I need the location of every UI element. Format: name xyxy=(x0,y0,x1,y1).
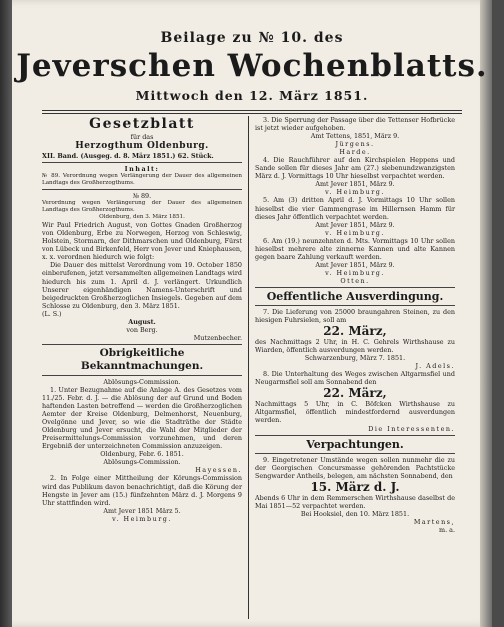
law-title: Verordnung wegen Verlängerung der Dauer des allgemeinen Landtags des Großherzogthums. xyxy=(42,200,242,214)
notice-4-signature: v. Heimburg. xyxy=(325,188,385,197)
divider xyxy=(42,375,242,376)
ablosung-notice: 1. Unter Bezugnahme auf die Anlage A. des Gesetzes vom 11./25. Febr. d. J. — die Ablösung der auf Grund und Boden haftenden Lasten betreffend — werden die Großherzoglichen Aemter der Kreise Oldenburg, Delmenhorst, Neuenburg, Ovelgönne und Jever, so wie die Stadträthe der Städte Oldenburg und Jever ersucht, die Wahl der Mitglieder der Preisermittelungs-Commission vorzunehmen, und deren Ergebniß der unterzeichneten Commission anzuzeigen. xyxy=(42,385,242,451)
notice-7-auction-date: 22. März, xyxy=(323,324,387,339)
decree-body: Die Dauer des mittelst Verordnung vom 19. October 1850 einberufenen, jetzt versammelten allgemeinen Landtags wird hiedurch bis zum 1. April d. J. verlängert. Urkundlich Unserer eigenhändigen Namens-Unterschrift und beigedruckten Großherzoglichen Insiegels. Gegeben auf dem Schlosse zu Oldenburg, den 3. März 1851. xyxy=(42,261,242,310)
signature-mutzenbecher: Mutzenbecher. xyxy=(193,333,242,342)
korung-notice: 2. In Folge einer Mittheilung der Körungs-Commission wird das Publikum davon benachrichtigt, daß die Körung der Hengste in Jever am (15.) fünfzehnten März d. J. Morgens 9 Uhr stattfinden wird. xyxy=(42,474,242,507)
divider xyxy=(255,453,455,454)
korung-date: Amt Jever 1851 März 5. xyxy=(103,506,181,515)
law-date: Oldenburg, den 3. März 1851. xyxy=(99,214,185,221)
supplement-heading: Beilage zu № 10. des xyxy=(160,30,344,46)
newspaper-page xyxy=(12,0,492,627)
signature-harde: Harde. xyxy=(339,148,371,157)
divider xyxy=(42,162,242,163)
seal-mark: (L. S.) xyxy=(42,309,62,318)
signature-adels: J. Adels. xyxy=(415,362,455,371)
right-column xyxy=(255,116,455,534)
notice-4: 4. Die Rauchführer auf den Kirchspielen Heppens und Sande sollen für dieses Jahr am (27.) siebenundzwanzigsten März d. J. Vormittags 10 Uhr hieselbst verpachtet werden. xyxy=(255,156,455,181)
notice-9-lease-date: 15. März d. J. xyxy=(310,479,400,494)
signature-hayessen: Hayessen. xyxy=(195,466,242,475)
notice-8-body: Nachmittags 5 Uhr, in C. Böfcken Wirthshause zu Altgarmsfiel, öffentlich mindestfordernd ausverdungen werden. xyxy=(255,400,455,425)
signature-otten: Otten. xyxy=(340,276,370,285)
notice-3-date: Amt Tettens, 1851, März 9. xyxy=(310,132,400,141)
decree-preamble: Wir Paul Friedrich August, von Gottes Gnaden Großherzog von Oldenburg, Erbe zu Norwegen, Herzog von Schleswig, Holstein, Stormarn, der Dithmarschen und Oldenburg, Fürst von Lübeck und Birkenfeld, Herr von Jever und Kniephausen, x. x. verordnen hiedurch wie folgt: xyxy=(42,221,242,262)
divider xyxy=(42,189,242,190)
masthead-title: Jeverschen Wochenblatts. xyxy=(16,48,488,84)
ablosung-date: Oldenburg, Febr. 6. 1851. xyxy=(100,450,184,459)
notice-8: 8. Die Unterhaltung des Weges zwischen Altgarmsfiel und Neugarmsfiel soll am Sonnabend den xyxy=(255,370,455,387)
divider xyxy=(255,287,455,288)
notice-5-date: Amt Jever 1851, März 9. xyxy=(315,220,395,229)
gesetzblatt-fuer-das: für das xyxy=(130,133,154,141)
divider xyxy=(255,305,455,306)
notice-6-date: Amt Jever 1851, März 9. xyxy=(315,260,395,269)
section-ausverdingung: Oeffentliche Ausverdingung. xyxy=(266,289,444,303)
column-divider xyxy=(248,116,249,619)
divider xyxy=(255,435,455,436)
notice-5-signature: v. Heimburg. xyxy=(325,228,385,237)
section-obrigkeitliche: Obrigkeitliche Bekanntmachungen. xyxy=(80,346,204,372)
signature-ma: m. a. xyxy=(439,525,455,534)
notice-5: 5. Am (3) dritten April d. J. Vormittags 10 Uhr sollen hieselbst die vier Gammengrase im Hillernsen Hamm für dieses Jahr öffentlich verpachtet werden. xyxy=(255,196,455,221)
notice-8-auction-date: 22. März, xyxy=(323,386,387,401)
ablosung-commission-sign: Ablösungs-Commission. xyxy=(103,458,181,467)
notice-7-date: Schwarzenburg, März 7. 1851. xyxy=(304,354,406,363)
inhalt-heading: Inhalt: xyxy=(124,165,160,174)
divider xyxy=(42,344,242,345)
ablosung-commission-heading: Ablösungs-Commission. xyxy=(103,377,181,386)
signature-interessenten: Die Interessenten. xyxy=(368,424,455,433)
notice-3: 3. Die Sperrung der Passage über die Tettenser Hofbrücke ist jetzt wieder aufgehoben. xyxy=(255,116,455,133)
signature-heimburg: v. Heimburg. xyxy=(112,514,172,523)
signature-jurgens: Jürgens. xyxy=(335,140,375,149)
gesetzblatt-title: Gesetzblatt xyxy=(89,116,195,132)
signature-berg: von Berg. xyxy=(126,325,158,334)
notice-7-body: des Nachmittags 2 Uhr, in H. C. Gehrels Wirthshause zu Wiarden, öffentlich ausverdungen werden. xyxy=(255,338,455,355)
issue-dateline: Mittwoch den 12. März 1851. xyxy=(135,88,369,103)
signature-august: August. xyxy=(128,317,156,326)
gesetzblatt-band: XII. Band. (Ausgeg. d. 8. März 1851.) 62. Stück. xyxy=(42,152,214,161)
header-rule-double xyxy=(42,113,462,114)
gesetzblatt-herzogthum: Herzogthum Oldenburg. xyxy=(75,141,209,152)
book-spine xyxy=(0,0,12,627)
notice-6-signature: v. Heimburg. xyxy=(325,268,385,277)
notice-4-date: Amt Jever 1851, März 9. xyxy=(315,180,395,189)
notice-7: 7. Die Lieferung von 25000 braungahren Steinen, zu den hiesigen Fuhrsielen, soll am xyxy=(255,307,455,325)
notice-9: 9. Eingetretener Umstände wegen sollen nunmehr die zu der Georgischen Concursmasse gehörenden Pachtstücke Sengwarder Antheils, belegen, am nächsten Sonnabend, den xyxy=(255,455,455,480)
notice-9-date: Bei Hooksiel, den 10. März 1851. xyxy=(300,509,410,518)
inhalt-entry: № 89. Verordnung wegen Verlängerung der Dauer des allgemeinen Landtags des Großherzogthums. xyxy=(42,173,242,187)
notice-9-body: Abends 6 Uhr in dem Remmerschen Wirthshause daselbst de Mai 1851—52 verpachtet werden. xyxy=(255,493,455,510)
law-number: № 89. xyxy=(132,192,152,201)
section-verpachtungen: Verpachtungen. xyxy=(306,437,404,451)
signature-martens: Martens, xyxy=(413,517,455,526)
left-column xyxy=(42,116,242,523)
header-rule xyxy=(42,110,462,111)
notice-6: 6. Am (19.) neunzehnten d. Mts. Vormittags 10 Uhr sollen hieselbst mehrere alte zinnerne Kannen und alte Kannen gegen baare Zahlung verkauft werden. xyxy=(255,236,455,261)
